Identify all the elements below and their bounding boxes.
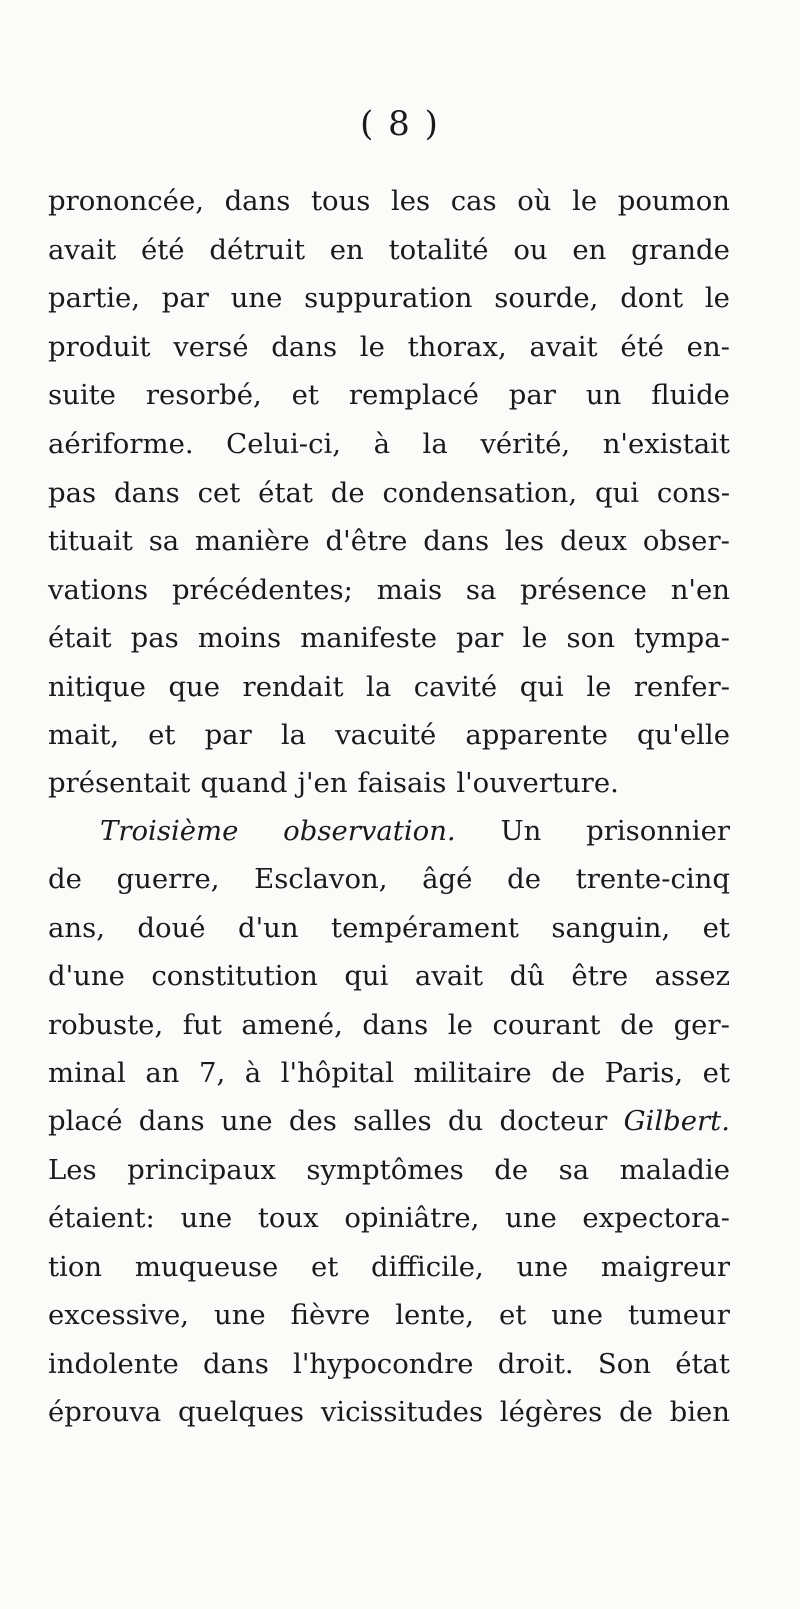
- text-line: étaient: une toux opiniâtre, une expectora-: [48, 1202, 730, 1234]
- text-line: vations précédentes; mais sa présence n'en: [48, 574, 730, 606]
- text-line: ans, doué d'un tempérament sanguin, et: [48, 912, 730, 944]
- text-line: partie, par une suppuration sourde, dont le: [48, 282, 730, 314]
- text-line: prononcée, dans tous les cas où le poumon: [48, 185, 730, 217]
- text-line: tituait sa manière d'être dans les deux obser-: [48, 525, 730, 557]
- text-line: de guerre, Esclavon, âgé de trente-cinq: [48, 863, 730, 895]
- text-line: éprouva quelques vicissitudes légères de bien: [48, 1396, 730, 1428]
- text-line: robuste, fut amené, dans le courant de ger-: [48, 1009, 730, 1041]
- text-line: Troisième observation. Un prisonnier: [100, 815, 730, 847]
- text-line: suite resorbé, et remplacé par un fluide: [48, 379, 730, 411]
- text-line: minal an 7, à l'hôpital militaire de Paris, et: [48, 1057, 730, 1089]
- text-line: produit versé dans le thorax, avait été en-: [48, 331, 730, 363]
- text-line: aériforme. Celui-ci, à la vérité, n'existait: [48, 428, 730, 460]
- text-line: avait été détruit en totalité ou en grande: [48, 234, 730, 266]
- text-line: placé dans une des salles du docteur Gilbert.: [48, 1105, 730, 1137]
- text-line: indolente dans l'hypocondre droit. Son état: [48, 1348, 730, 1380]
- text-line: pas dans cet état de condensation, qui cons-: [48, 477, 730, 509]
- text-line: excessive, une fièvre lente, et une tumeur: [48, 1299, 730, 1331]
- text-line: mait, et par la vacuité apparente qu'elle: [48, 719, 730, 751]
- text-line: présentait quand j'en faisais l'ouverture.: [48, 767, 619, 799]
- page-number: ( 8 ): [360, 104, 440, 144]
- text-line: nitique que rendait la cavité qui le renfer-: [48, 671, 730, 703]
- text-line: d'une constitution qui avait dû être assez: [48, 960, 730, 992]
- text-line: Les principaux symptômes de sa maladie: [48, 1154, 730, 1186]
- text-line: tion muqueuse et difficile, une maigreur: [48, 1251, 730, 1283]
- text-line: était pas moins manifeste par le son tympa-: [48, 622, 730, 654]
